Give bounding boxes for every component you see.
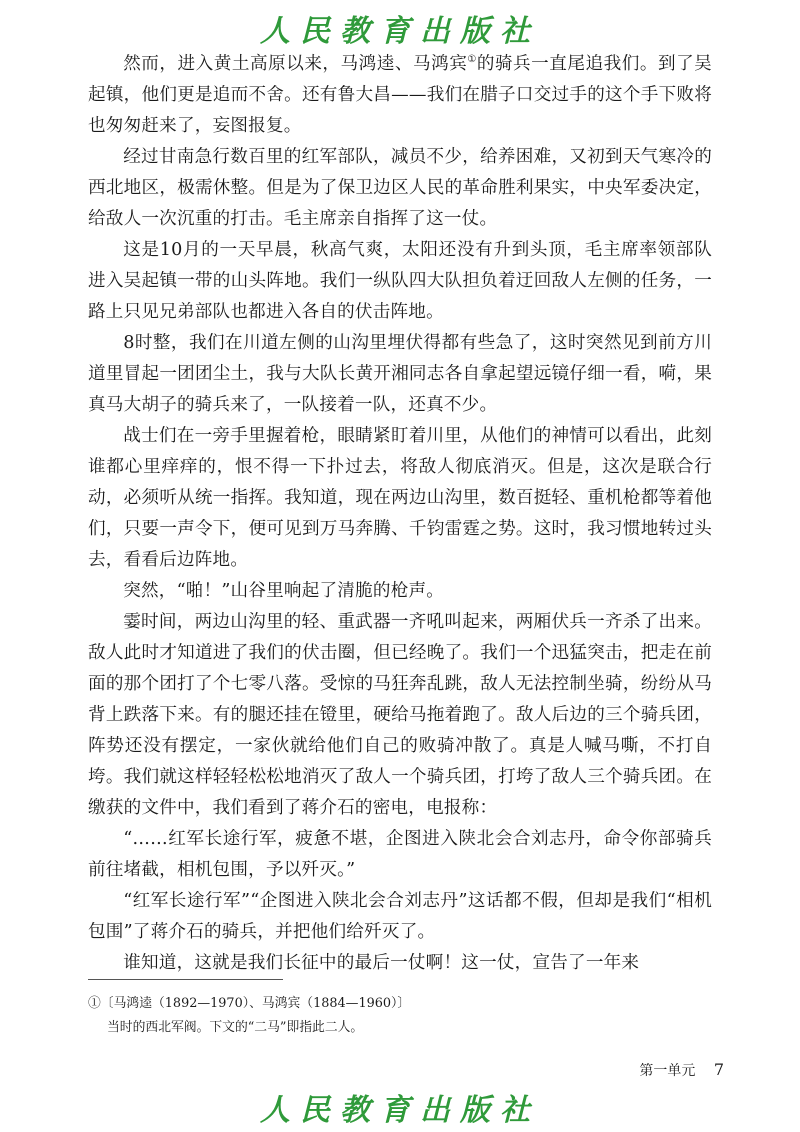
footnote-divider [88,979,283,980]
footnote-line-1: ①〔马鸿逵（1892—1970）、马鸿宾（1884—1960）〕 [88,996,411,1011]
paragraph: 经过甘南急行数百里的红军部队，减员不少，给养困难，又初到天气寒冷的西北地区，极需休整。但是为了保卫边区人民的革命胜利果实，中央军委决定，给敌人一次沉重的打击。毛主席亲自指挥了这一仗。 [88,147,712,229]
footnote-line-2: 当时的西北军阀。下文的“二马”即指此二人。 [107,1020,364,1035]
page-number: 7 [713,1060,724,1079]
publisher-logo-bottom: 人民教育出版社 [260,1093,540,1128]
paragraph: 这是10月的一天早晨，秋高气爽，太阳还没有升到头顶，毛主席率领部队进入吴起镇一带的山头阵地。我们一纵队四大队担负着迂回敌人左侧的任务，一路上只见兄弟部队也都进入各自的伏击阵地。 [88,240,712,322]
paragraph: “……红军长途行军，疲惫不堪，企图进入陕北会合刘志丹，命令你部骑兵前往堵截，相机包围，予以歼灭。” [88,829,712,880]
paragraph: 霎时间，两边山沟里的轻、重武器一齐吼叫起来，两厢伏兵一齐杀了出来。敌人此时才知道进了我们的伏击圈，但已经晚了。我们一个迅猛突击，把走在前面的那个团打了个七零八落。受惊的马狂奔乱跳，敌人无法控制坐骑，纷纷从马背上跌落下来。有的腿还挂在镫里，硬给马拖着跑了。敌人后边的三个骑兵团，阵势还没有摆定，一家伙就给他们自己的败骑冲散了。真是人喊马嘶，不打自垮。我们就这样轻轻松松地消灭了敌人一个骑兵团，打垮了敌人三个骑兵团。在缴获的文件中，我们看到了蒋介石的密电，电报称： [88,612,712,818]
paragraph: 谁知道，这就是我们长征中的最后一仗啊！这一仗，宣告了一年来 [123,953,640,973]
paragraph: 8时整，我们在川道左侧的山沟里埋伏得都有些急了，这时突然见到前方川道里冒起一团团尘土，我与大队长黄开湘同志各自拿起望远镜仔细一看，嗬，果真马大胡子的骑兵来了，一队接着一队，还真不少。 [88,333,712,415]
footnote-marker: ① [467,54,477,65]
body-text [88,44,712,979]
unit-label: 第一单元 [639,1063,696,1079]
publisher-logo-top: 人民教育出版社 [260,14,540,49]
paragraph: 突然，“啪！”山谷里响起了清脆的枪声。 [123,581,445,601]
paragraph: 然而，进入黄土高原以来，马鸿逵、马鸿宾①的骑兵一直尾追我们。到了吴起镇，他们更是追而不舍。还有鲁大昌——我们在腊子口交过手的这个手下败将也匆匆赶来了，妄图报复。 [88,54,712,136]
footnote [88,992,688,1040]
paragraph: 战士们在一旁手里握着枪，眼睛紧盯着川里，从他们的神情可以看出，此刻谁都心里痒痒的，恨不得一下扑过去，将敌人彻底消灭。但是，这次是联合行动，必须听从统一指挥。我知道，现在两边山沟里，数百挺轻、重机枪都等着他们，只要一声令下，便可见到万马奔腾、千钧雷霆之势。这时，我习惯地转过头去，看看后边阵地。 [88,426,712,570]
paragraph: “红军长途行军”“企图进入陕北会合刘志丹”这话都不假，但却是我们“相机包围”了蒋介石的骑兵，并把他们给歼灭了。 [88,891,712,942]
page-footer [639,1060,724,1080]
